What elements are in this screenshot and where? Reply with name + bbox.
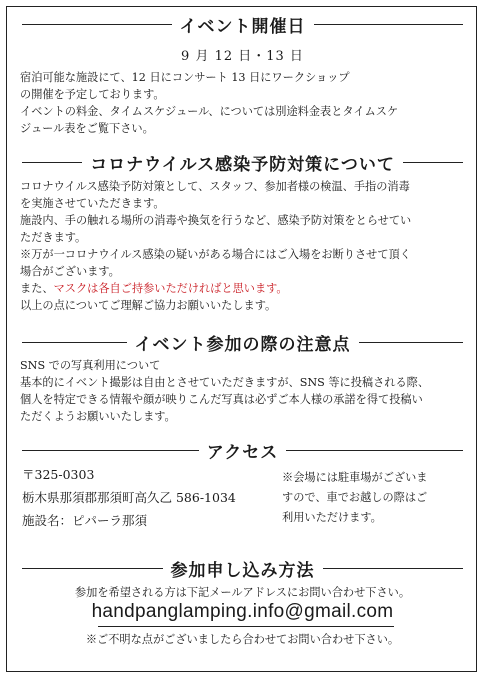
heading-rule-right — [359, 342, 464, 344]
heading-rule-left — [22, 450, 199, 452]
facility-name: 施設名：ピパーラ那須 — [22, 513, 148, 528]
notes-heading: イベント参加の際の注意点 — [134, 335, 351, 355]
covid-line: 場合がございます。 — [20, 265, 120, 278]
covid-line: コロナウイルス感染予防対策として、スタッフ、参加者様の検温、手指の消毒 — [20, 180, 410, 193]
event-line: の開催を予定しております。 — [20, 88, 165, 101]
covid-closing: 以上の点についてご理解ご協力お願いいたします。 — [20, 299, 277, 312]
access-heading-row — [22, 438, 463, 463]
access-heading: アクセス — [206, 443, 279, 463]
heading-rule-right — [314, 24, 464, 26]
apply-instruction: 参加を希望される方は下記メールアドレスにお問い合わせ下さい。 — [74, 586, 411, 599]
heading-rule-right — [403, 162, 463, 164]
contact-email[interactable]: handpanglamping.info@gmail.com — [91, 601, 394, 622]
notes-description — [20, 357, 468, 425]
event-description — [20, 69, 468, 137]
notes-line: SNS での写真利用について — [20, 359, 161, 372]
access-address-block — [22, 463, 236, 532]
parking-note — [282, 468, 472, 528]
covid-line: ただきます。 — [20, 231, 87, 244]
covid-line: ※万が一コロナウイルス感染の疑いがある場合にはご入場をお断りさせて頂く — [20, 248, 411, 261]
covid-line: を実施させていただきます。 — [20, 197, 165, 210]
apply-heading-row — [22, 556, 463, 581]
postal-code: 〒325-0303 — [22, 467, 95, 482]
heading-rule-left — [22, 24, 172, 26]
heading-rule-right — [286, 450, 463, 452]
apply-footnote: ※ご不明な点がございましたら合わせてお問い合わせ下さい。 — [85, 633, 400, 646]
heading-rule-left — [22, 342, 127, 344]
parking-line: ※会場には駐車場がございま — [282, 471, 428, 484]
heading-rule-right — [323, 568, 464, 570]
event-heading-row — [22, 12, 463, 37]
covid-description — [20, 178, 468, 314]
parking-line: 利用いただけます。 — [282, 511, 382, 524]
mask-prefix: また、 — [20, 282, 54, 295]
notes-line: ただくようお願いいたします。 — [20, 410, 176, 423]
covid-heading-row — [22, 150, 463, 175]
event-line: 宿泊可能な施設にて、12 日にコンサート 13 日にワークショップ — [20, 71, 350, 84]
event-heading: イベント開催日 — [179, 17, 306, 37]
mask-notice: マスクは各自ご持参いただければと思います。 — [53, 282, 288, 295]
parking-line: すので、車でお越しの際はご — [282, 491, 428, 504]
apply-heading: 参加申し込み方法 — [170, 561, 315, 581]
heading-rule-left — [22, 568, 163, 570]
email-underline — [98, 626, 394, 627]
heading-rule-left — [22, 162, 82, 164]
event-line: イベントの料金、タイムスケジュール、については別途料金表とタイムスケ — [20, 105, 399, 118]
covid-heading: コロナウイルス感染予防対策について — [90, 155, 395, 175]
event-date: 9 月 12 日・13 日 — [181, 49, 304, 64]
notes-heading-row — [22, 330, 463, 355]
covid-line: 施設内、手の触れる場所の消毒や換気を行うなど、感染予防対策をとらせてい — [20, 214, 412, 227]
mask-line — [20, 280, 468, 297]
notes-line: 基本的にイベント撮影は自由とさせていただきますが、SNS 等に投稿される際、 — [20, 376, 430, 389]
address: 栃木県那須郡那須町高久乙 586-1034 — [22, 490, 236, 505]
notes-line: 個人を特定できる情報や顔が映りこんだ写真は必ずご本人様の承諾を得て投稿い — [20, 393, 423, 406]
event-line: ジュール表をご覧下さい。 — [20, 122, 154, 135]
